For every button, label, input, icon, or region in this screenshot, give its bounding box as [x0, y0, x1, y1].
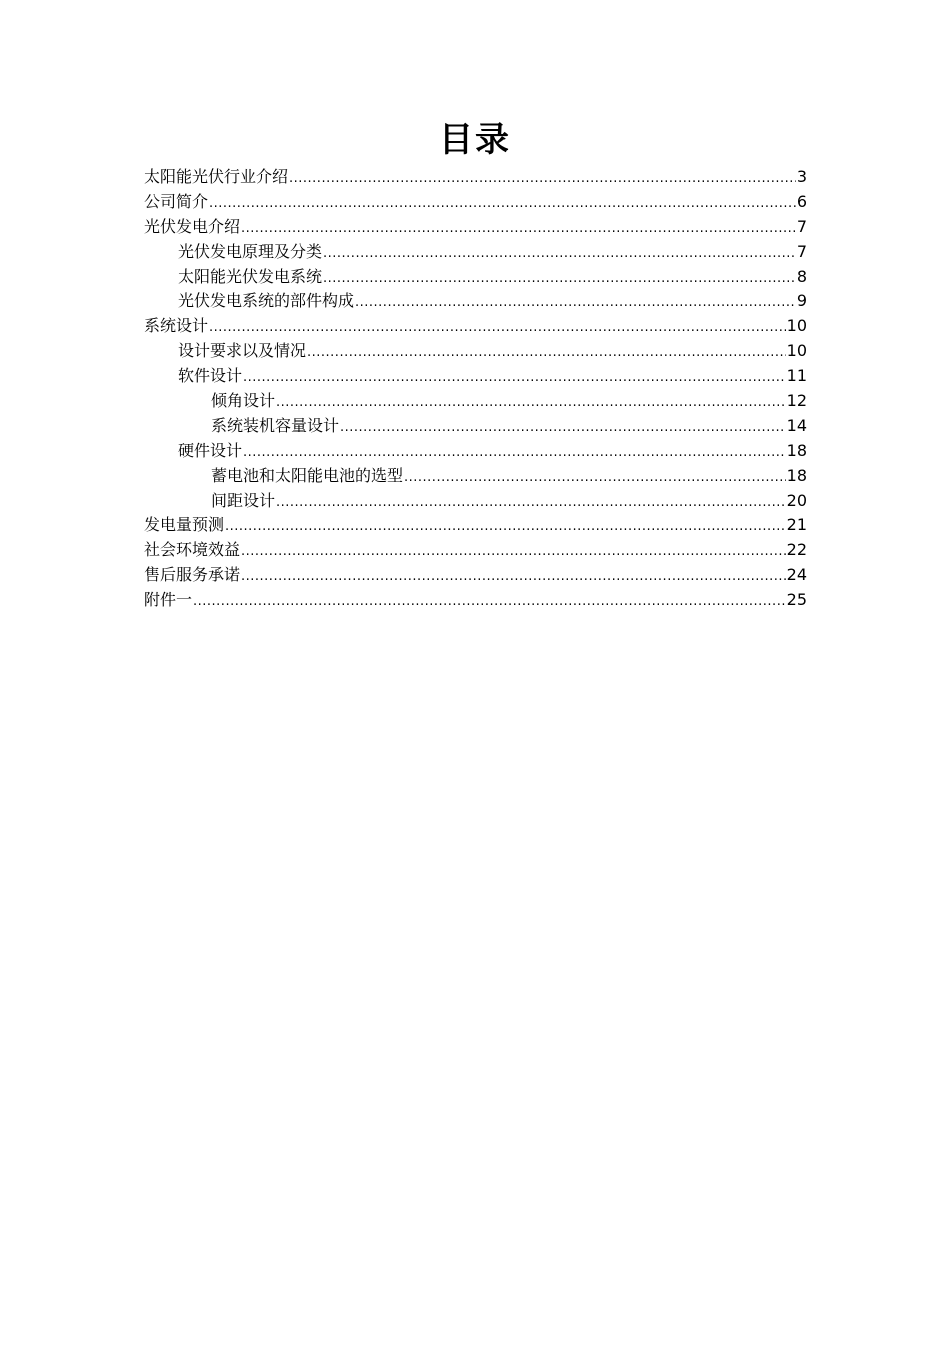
toc-leader-dots [243, 441, 786, 466]
toc-entry[interactable] [144, 588, 807, 613]
toc-entry[interactable] [144, 414, 807, 439]
toc-entry-label: 太阳能光伏行业介绍 [144, 167, 289, 186]
toc-entry[interactable] [144, 339, 807, 364]
toc-entry[interactable] [144, 190, 807, 215]
toc-entry-label: 间距设计 [211, 490, 276, 510]
toc-entry[interactable] [144, 165, 807, 190]
toc-leader-dots [323, 267, 796, 292]
toc-entry-page: 10 [786, 316, 807, 336]
toc-leader-dots [241, 217, 796, 242]
toc-entry-page: 6 [796, 191, 807, 211]
toc-entry-label: 设计要求以及情况 [178, 341, 307, 361]
toc-entry-label: 社会环境效益 [144, 540, 241, 560]
toc-entry-page: 24 [786, 565, 807, 585]
toc-entry[interactable] [144, 364, 807, 389]
toc-leader-dots [276, 391, 786, 416]
toc-entry-label: 硬件设计 [178, 440, 243, 460]
toc-entry-label: 售后服务承诺 [144, 565, 241, 585]
toc-entry-label: 公司简介 [144, 191, 209, 211]
toc-leader-dots [241, 540, 786, 565]
toc-leader-dots [225, 515, 786, 540]
toc-leader-dots [340, 416, 786, 441]
toc-entry-page: 25 [786, 590, 807, 610]
toc-leader-dots [241, 565, 786, 590]
toc-entry-page: 18 [786, 465, 807, 485]
toc-leader-dots [323, 242, 796, 267]
toc-entry-label: 附件一 [144, 590, 193, 610]
toc-entry[interactable] [144, 513, 807, 538]
toc-list [144, 165, 807, 613]
toc-leader-dots [355, 291, 796, 316]
toc-title: 目录 [439, 120, 511, 160]
toc-entry[interactable] [144, 314, 807, 339]
toc-leader-dots [276, 491, 786, 516]
toc-entry-page: 11 [786, 366, 807, 386]
toc-leader-dots [404, 466, 786, 491]
toc-entry[interactable] [144, 464, 807, 489]
toc-entry-page: 12 [786, 391, 807, 411]
toc-entry-label: 光伏发电系统的部件构成 [178, 291, 355, 311]
toc-entry[interactable] [144, 240, 807, 265]
toc-entry-label: 系统装机容量设计 [211, 415, 340, 435]
toc-entry-label: 太阳能光伏发电系统 [178, 266, 323, 286]
toc-leader-dots [307, 341, 786, 366]
toc-leader-dots [193, 590, 786, 615]
toc-entry-label: 软件设计 [178, 366, 243, 386]
toc-entry-page: 21 [786, 515, 807, 535]
toc-leader-dots [209, 192, 796, 217]
toc-entry-page: 9 [796, 291, 807, 311]
toc-leader-dots [289, 167, 796, 192]
toc-entry[interactable] [144, 439, 807, 464]
toc-entry-page: 20 [786, 490, 807, 510]
toc-entry-label: 发电量预测 [144, 515, 225, 535]
toc-leader-dots [209, 316, 786, 341]
toc-entry-label: 蓄电池和太阳能电池的选型 [211, 465, 404, 485]
toc-entry[interactable] [144, 563, 807, 588]
toc-entry-page: 3 [796, 167, 807, 186]
toc-entry-label: 倾角设计 [211, 391, 276, 411]
toc-entry-page: 7 [796, 216, 807, 236]
toc-entry-page: 10 [786, 341, 807, 361]
toc-entry-page: 14 [786, 415, 807, 435]
toc-entry-label: 光伏发电原理及分类 [178, 241, 323, 261]
toc-entry[interactable] [144, 265, 807, 290]
toc-entry-page: 22 [786, 540, 807, 560]
toc-entry-label: 系统设计 [144, 316, 209, 336]
toc-leader-dots [243, 366, 786, 391]
toc-entry[interactable] [144, 289, 807, 314]
toc-entry-label: 光伏发电介绍 [144, 216, 241, 236]
toc-entry-page: 18 [786, 440, 807, 460]
toc-entry[interactable] [144, 389, 807, 414]
toc-entry[interactable] [144, 538, 807, 563]
toc-entry[interactable] [144, 489, 807, 514]
toc-entry[interactable] [144, 215, 807, 240]
toc-entry-page: 7 [796, 241, 807, 261]
toc-entry-page: 8 [796, 266, 807, 286]
